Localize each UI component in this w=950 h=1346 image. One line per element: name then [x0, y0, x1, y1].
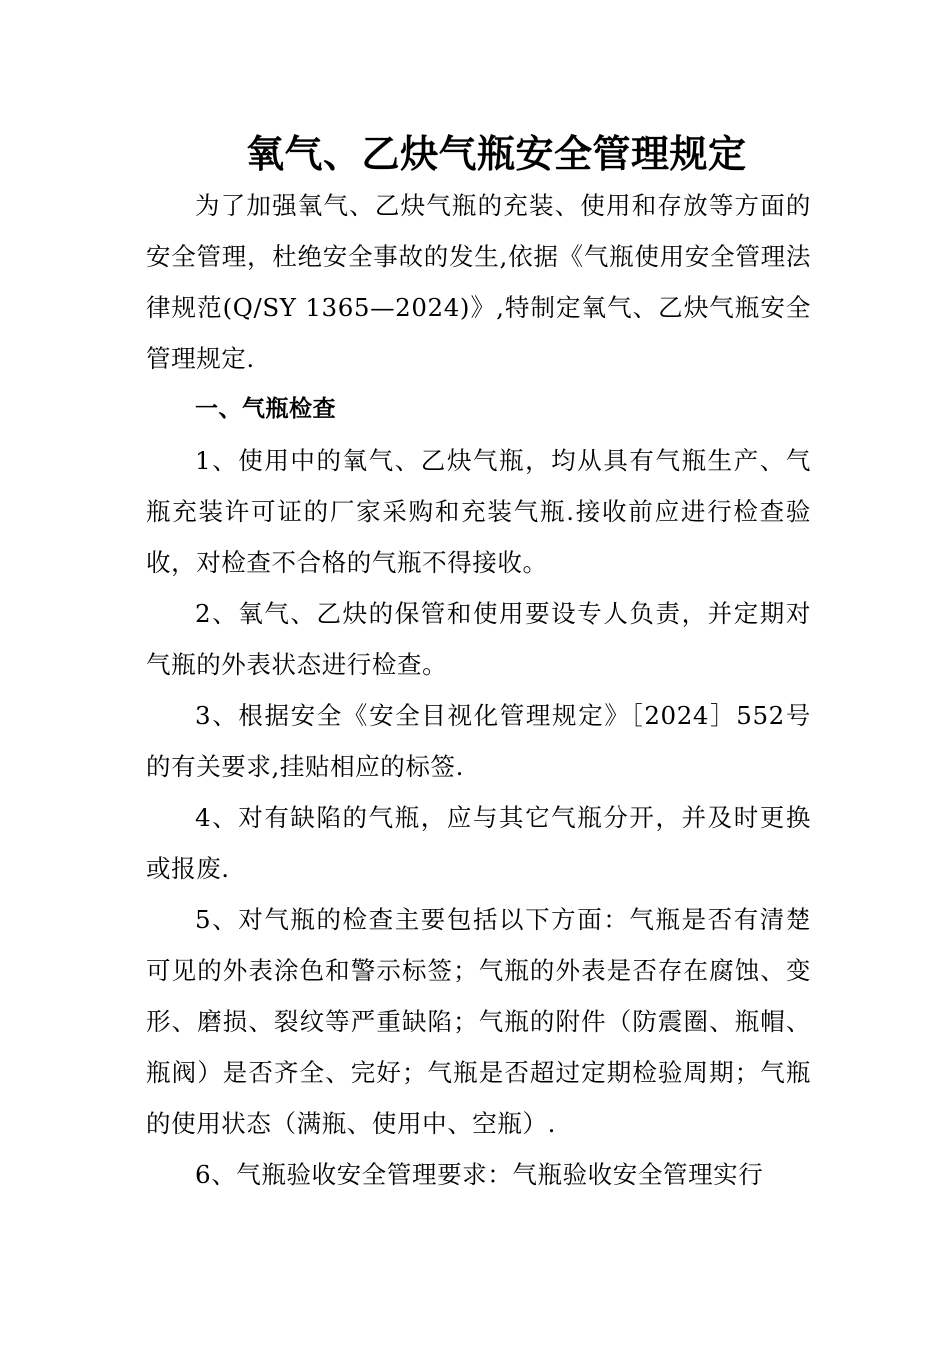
list-item: 6、气瓶验收安全管理要求：气瓶验收安全管理实行	[195, 1160, 764, 1189]
document-body	[146, 180, 811, 1200]
intro-paragraph: 为了加强氧气、乙炔气瓶的充装、使用和存放等方面的安全管理，杜绝安全事故的发生,依据《气瓶使用安全管理法律规范(Q/SY 1365—2024)》,特制定氧气、乙炔气瓶安全管理规定.	[146, 191, 811, 373]
document-title: 氧气、乙炔气瓶安全管理规定	[246, 131, 747, 176]
section-heading-cylinder-inspection: 一、气瓶检查	[195, 396, 336, 422]
list-item: 2、氧气、乙炔的保管和使用要设专人负责，并定期对气瓶的外表状态进行检查。	[146, 599, 811, 679]
list-item: 5、对气瓶的检查主要包括以下方面：气瓶是否有清楚可见的外表涂色和警示标签；气瓶的外表是否存在腐蚀、变形、磨损、裂纹等严重缺陷；气瓶的附件（防震圈、瓶帽、瓶阀）是否齐全、完好；气瓶是否超过定期检验周期；气瓶的使用状态（满瓶、使用中、空瓶）.	[146, 905, 811, 1138]
list-item: 3、根据安全《安全目视化管理规定》［2024］552号的有关要求,挂贴相应的标签.	[146, 701, 811, 781]
list-item: 1、使用中的氧气、乙炔气瓶，均从具有气瓶生产、气瓶充装许可证的厂家采购和充装气瓶.接收前应进行检查验收，对检查不合格的气瓶不得接收。	[146, 446, 811, 577]
list-item: 4、对有缺陷的气瓶，应与其它气瓶分开，并及时更换或报废.	[146, 803, 811, 883]
